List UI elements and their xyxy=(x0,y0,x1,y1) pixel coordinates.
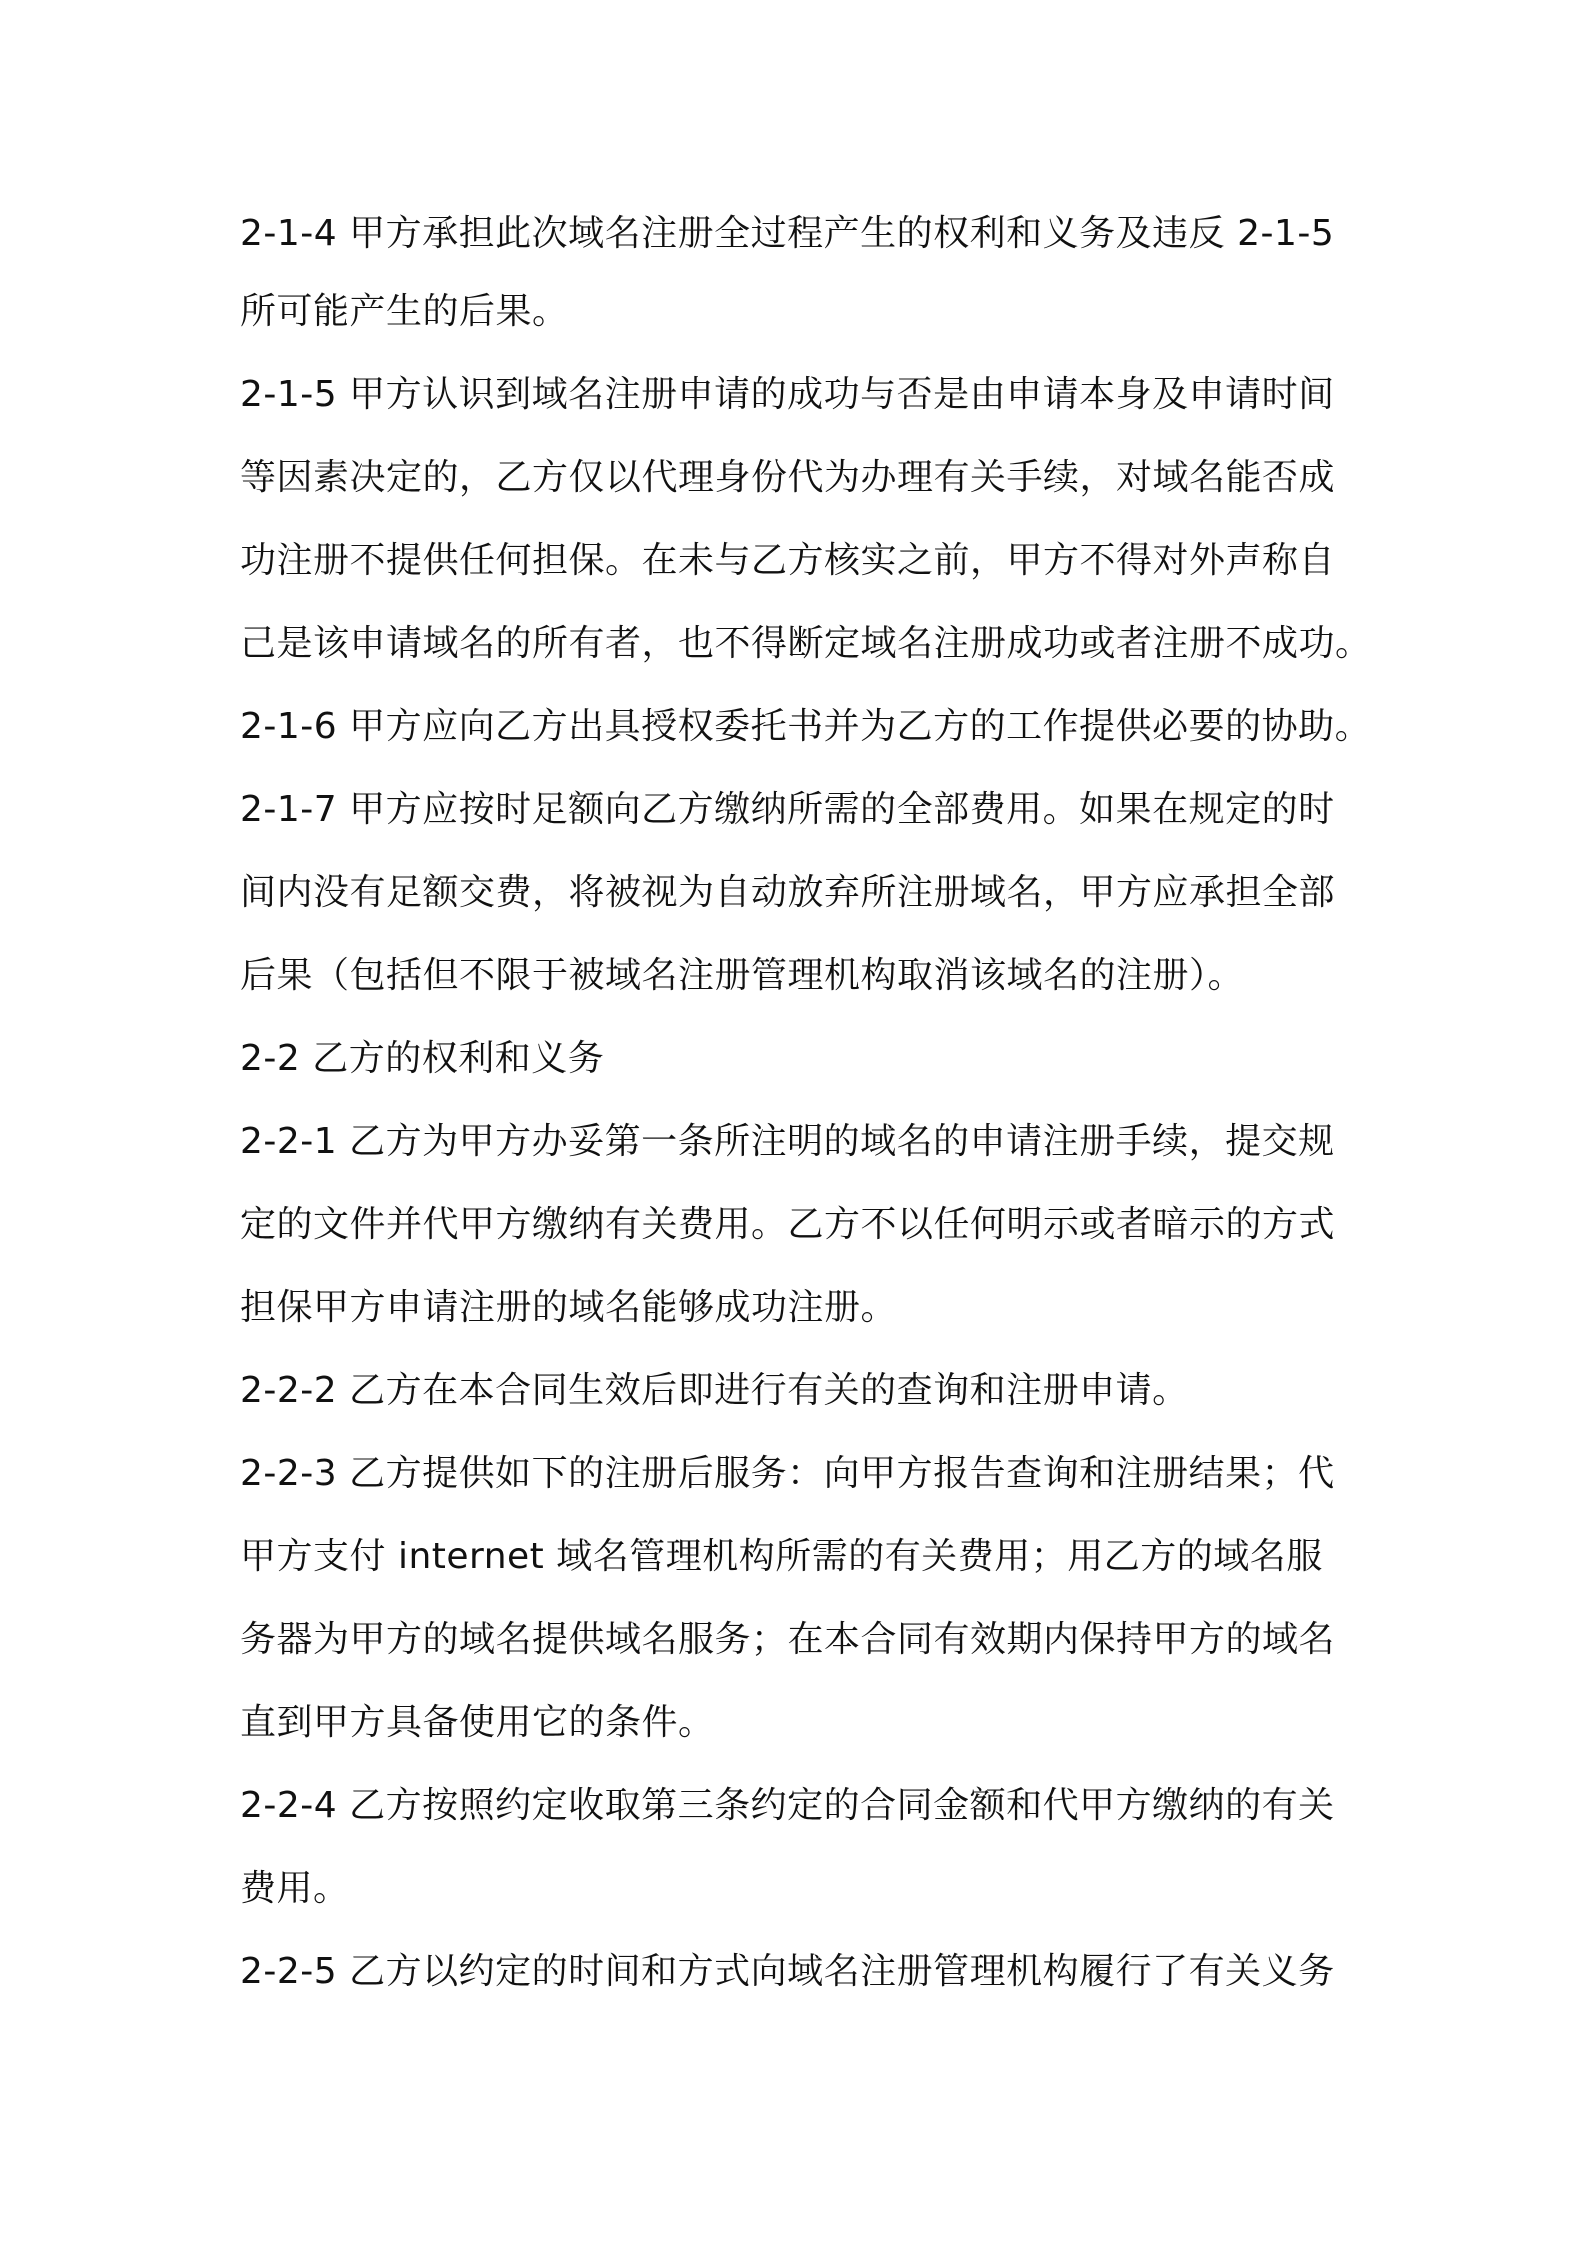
text-line: 2-2-2 乙方在本合同生效后即进行有关的查询和注册申请。 xyxy=(240,1370,1189,1411)
text-line: 务器为甲方的域名提供域名服务；在本合同有效期内保持甲方的域名 xyxy=(240,1619,1336,1660)
text-line: 2-1-4 甲方承担此次域名注册全过程产生的权利和义务及违反 2-1-5 xyxy=(240,213,1335,254)
text-line: 间内没有足额交费，将被视为自动放弃所注册域名，甲方应承担全部 xyxy=(240,872,1336,913)
text-line: 2-1-5 甲方认识到域名注册申请的成功与否是由申请本身及申请时间 xyxy=(240,374,1335,415)
text-line: 己是该申请域名的所有者，也不得断定域名注册成功或者注册不成功。 xyxy=(240,623,1372,664)
text-line: 后果（包括但不限于被域名注册管理机构取消该域名的注册）。 xyxy=(240,955,1245,996)
text-line: 担保甲方申请注册的域名能够成功注册。 xyxy=(240,1287,898,1328)
text-line: 2-1-6 甲方应向乙方出具授权委托书并为乙方的工作提供必要的协助。 xyxy=(240,706,1372,747)
text-line: 2-2-3 乙方提供如下的注册后服务：向甲方报告查询和注册结果；代 xyxy=(240,1453,1335,1494)
text-line: 功注册不提供任何担保。在未与乙方核实之前，甲方不得对外声称自 xyxy=(240,540,1336,581)
text-line: 所可能产生的后果。 xyxy=(240,291,569,332)
text-line: 费用。 xyxy=(240,1868,350,1909)
text-line: 直到甲方具备使用它的条件。 xyxy=(240,1702,715,1743)
text-line: 2-2-5 乙方以约定的时间和方式向域名注册管理机构履行了有关义务 xyxy=(240,1951,1335,1992)
text-line: 2-2-4 乙方按照约定收取第三条约定的合同金额和代甲方缴纳的有关 xyxy=(240,1785,1335,1826)
text-line: 等因素决定的，乙方仅以代理身份代为办理有关手续，对域名能否成 xyxy=(240,457,1336,498)
text-line: 2-1-7 甲方应按时足额向乙方缴纳所需的全部费用。如果在规定的时 xyxy=(240,789,1335,830)
text-line: 甲方支付 internet 域名管理机构所需的有关费用；用乙方的域名服 xyxy=(240,1536,1323,1577)
text-line: 定的文件并代甲方缴纳有关费用。乙方不以任何明示或者暗示的方式 xyxy=(240,1204,1336,1245)
text-line: 2-2-1 乙方为甲方办妥第一条所注明的域名的申请注册手续，提交规 xyxy=(240,1121,1335,1162)
section-heading: 2-2 乙方的权利和义务 xyxy=(240,1038,605,1079)
